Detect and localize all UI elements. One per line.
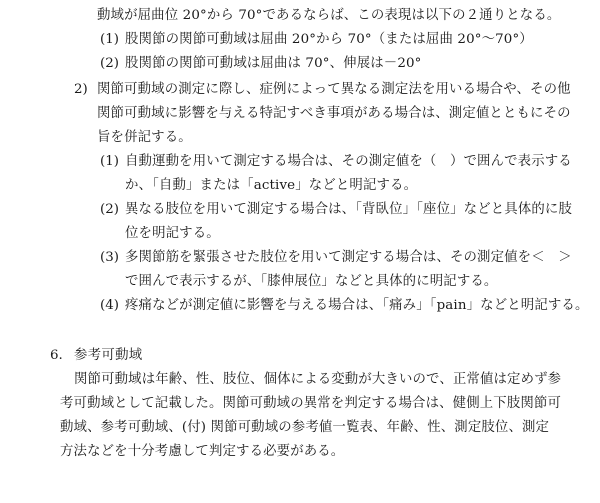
- section-2-line: 旨を併記する。: [97, 130, 192, 145]
- section-6-line: 関節可動域は年齢、性、肢位、個体による変動が大きいので、正常値は定めず参: [74, 372, 562, 387]
- section-2-item-line: 位を明記する。: [125, 226, 220, 241]
- section-2-line: 関節可動域に影響を与える特記すべき事項がある場合は、測定値とともにその: [97, 106, 571, 121]
- section-2-item-line: で囲んで表示するが、「膝伸展位」などと具体的に明記する。: [125, 274, 498, 289]
- intro-item-number: (2): [100, 56, 119, 71]
- section-2-line: 関節可動域の測定に際し、症例によって異なる測定法を用いる場合や、その他: [97, 82, 571, 97]
- intro-line: 動域が屈曲位 20°から 70°であるならば、この表現は以下の２通りとなる。: [97, 8, 561, 23]
- section-6-number: 6.: [50, 348, 63, 363]
- section-6-title: 参考可動域: [74, 348, 143, 363]
- section-2-item-line: 異なる肢位を用いて測定する場合は、「背臥位」「座位」などと具体的に肢: [125, 202, 572, 217]
- section-2-item-number: (3): [100, 250, 119, 265]
- section-6-line: 考可動域として記載した。関節可動域の異常を判定する場合は、健側上下肢関節可: [60, 396, 562, 411]
- section-2-item-line: か、「自動」または「active」などと明記する。: [125, 178, 418, 193]
- section-2-item-line: 疼痛などが測定値に影響を与える場合は、「痛み」「pain」などと明記する。: [125, 298, 589, 313]
- intro-item-text: 股関節の関節可動域は屈曲は 70°、伸展は－20°: [125, 56, 422, 71]
- section-2-item-number: (2): [100, 202, 119, 217]
- intro-item-text: 股関節の関節可動域は屈曲 20°から 70°（または屈曲 20°～70°）: [125, 32, 533, 47]
- section-6-line: 動域、参考可動域、(付) 関節可動域の参考値一覧表、年齢、性、測定肢位、測定: [60, 420, 550, 435]
- intro-item-number: (1): [100, 32, 119, 47]
- section-2-item-line: 自動運動を用いて測定する場合は、その測定値を（ ）で囲んで表示する: [125, 154, 572, 169]
- section-2-item-number: (4): [100, 298, 119, 313]
- section-2-number: 2): [74, 82, 88, 97]
- section-2-item-number: (1): [100, 154, 119, 169]
- section-6-line: 方法などを十分考慮して判定する必要がある。: [60, 444, 345, 459]
- section-2-item-line: 多関節筋を緊張させた肢位を用いて測定する場合は、その測定値を＜ ＞: [125, 250, 572, 265]
